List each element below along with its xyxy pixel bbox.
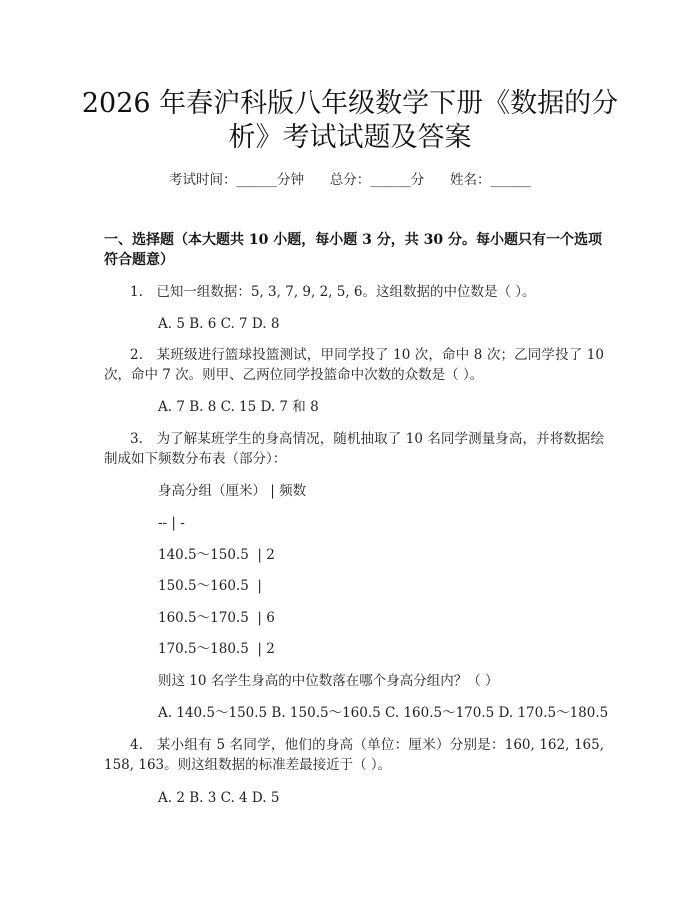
question-3-table-row: 160.5～170.5 | 6 [158, 610, 275, 626]
exam-total-score: 总分：______分 [329, 172, 425, 188]
question-3-table-row: 170.5～180.5 | 2 [158, 641, 275, 657]
question-4-options: A. 2 B. 3 C. 4 D. 5 [158, 790, 280, 806]
question-1-stem: 1. 已知一组数据：5, 3, 7, 9, 2, 5, 6。这组数据的中位数是（ ）。 [130, 284, 536, 300]
page-title-line2: 析》考试试题及答案 [228, 122, 472, 153]
question-2-options: A. 7 B. 8 C. 15 D. 7 和 8 [158, 399, 319, 415]
question-3-stem: 3. 为了解某班学生的身高情况，随机抽取了 10 名同学测量身高，并将数据绘制成如下频数分布表（部分）： [104, 431, 604, 467]
question-4-stem: 4. 某小组有 5 名同学，他们的身高（单位：厘米）分别是：160, 162, 165, 158, 163。则这组数据的标准差最接近于（ ）。 [104, 737, 604, 773]
question-3-table-separator: -- | - [158, 515, 185, 531]
page-title-line1: 2026 年春沪科版八年级数学下册《数据的分 [81, 88, 619, 119]
section-heading-multiple-choice: 一、选择题（本大题共 10 小题，每小题 3 分，共 30 分。每小题只有一个选项符合题意） [104, 232, 602, 268]
question-1-options: A. 5 B. 6 C. 7 D. 8 [158, 316, 280, 332]
question-3-question: 则这 10 名学生身高的中位数落在哪个身高分组内？（ ） [158, 673, 499, 689]
question-3-table-header: 身高分组（厘米） | 频数 [158, 483, 307, 499]
exam-meta [0, 168, 700, 188]
exam-time: 考试时间：______分钟 [169, 172, 304, 188]
exam-student-name: 姓名：______ [450, 172, 531, 188]
question-3-options: A. 140.5～150.5 B. 150.5～160.5 C. 160.5～170.5 D. 170.5～180.5 [158, 705, 609, 721]
question-2-stem: 2. 某班级进行篮球投篮测试，甲同学投了 10 次，命中 8 次；乙同学投了 10 次，命中 7 次。则甲、乙两位同学投篮命中次数的众数是（ ）。 [104, 347, 604, 383]
question-3-table-row: 150.5～160.5 | [158, 578, 262, 594]
question-3-table-row: 140.5～150.5 | 2 [158, 547, 275, 563]
